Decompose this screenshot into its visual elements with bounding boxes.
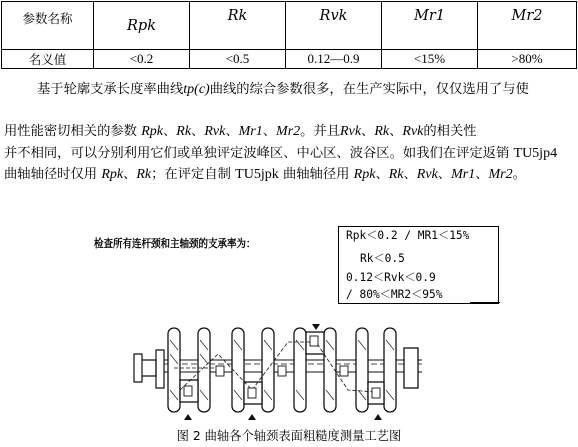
paragraph-text: 基于轮廓支承长度率曲线 (37, 82, 184, 97)
criteria-box (338, 226, 499, 304)
separator: 、 (191, 124, 205, 139)
table-cell: <15% (382, 50, 478, 69)
paragraph-text: 曲线的综合参数很多，在生产实际中，仅仅选用了与使 (209, 82, 529, 97)
separator: 、 (162, 124, 177, 139)
param-symbol: Rk (136, 167, 152, 182)
paragraph-line-3 (4, 145, 557, 163)
inspection-label: 检查所有连杆颈和主轴颈的支承率为： (94, 237, 256, 250)
param-symbol: Mr1 (451, 167, 476, 182)
paragraph-text: 曲轴轴径用 (282, 167, 350, 182)
param-symbol: Rpk (101, 167, 124, 182)
table-cell: 0.12—0.9 (286, 50, 382, 69)
paragraph-text: 用性能密切相关的参数 (4, 124, 137, 139)
separator: 、 (361, 124, 375, 139)
param-symbol: Mr2 (276, 124, 301, 139)
criteria-line: Rk＜0.5 (360, 252, 405, 265)
table-row (2, 50, 577, 69)
paragraph-line-2 (4, 123, 477, 141)
table-symbol: Rvk (286, 2, 382, 50)
param-symbol: Rpk (353, 167, 376, 182)
table-cell: <0.5 (190, 50, 286, 69)
parameter-table (1, 1, 577, 69)
crankshaft-drawing (128, 320, 428, 424)
param-symbol: Rvk (416, 167, 438, 182)
paragraph-text: 并不相同，可以分别利用它们或单独评定波峰区、中心区、波谷区。如我们在评定返销 (4, 146, 510, 161)
table-cell: >80% (478, 50, 577, 69)
table-symbol: Mr2 (478, 2, 577, 50)
paragraph-line-4 (4, 166, 526, 184)
figure-caption: 图 2 曲轴各个轴颈表面粗糙度测量工艺图 (176, 429, 402, 443)
table-cell: <0.2 (94, 50, 190, 69)
separator: 、 (262, 124, 277, 139)
separator: 、 (225, 124, 239, 139)
separator: 、 (375, 167, 389, 182)
param-symbol: Rvk (402, 124, 424, 139)
param-symbol: Mr2 (488, 167, 513, 182)
param-symbol: Mr1 (238, 124, 263, 139)
paragraph-text: ；在评定自制 (151, 167, 231, 182)
paragraph-text: 。并且 (300, 124, 341, 139)
param-symbol: Rpk (141, 124, 163, 139)
separator: 、 (123, 167, 137, 182)
param-symbol: Rk (388, 167, 404, 182)
paragraph-text: 。 (512, 167, 526, 182)
function-symbol: tp(c) (183, 82, 210, 97)
criteria-line: 0.12＜Rvk＜0.9 (346, 271, 436, 284)
paragraph-line-1 (37, 81, 529, 99)
table-row-label: 名义值 (2, 50, 94, 69)
model-code: TU5jpk (235, 167, 279, 182)
table-symbol: Mr1 (382, 2, 478, 50)
table-header-label: 参数名称 (2, 2, 94, 50)
model-code: TU5jp4 (513, 146, 558, 161)
param-symbol: Rk (176, 124, 192, 139)
box-underline (470, 302, 500, 303)
table-symbol: Rk (190, 2, 286, 50)
separator: 、 (437, 167, 452, 182)
separator: 、 (403, 167, 417, 182)
param-symbol: Rvk (204, 124, 226, 139)
param-symbol: Rvk (340, 124, 362, 139)
table-header-row (2, 2, 577, 50)
separator: 、 (389, 124, 403, 139)
criteria-line: / 80%＜MR2＜95% (346, 288, 443, 301)
separator: 、 (475, 167, 489, 182)
param-symbol: Rk (374, 124, 390, 139)
paragraph-text: 的相关性 (423, 124, 477, 139)
criteria-line: Rpk＜0.2 / MR1＜15% (346, 229, 470, 242)
paragraph-text: 曲轴轴径时仅用 (4, 167, 98, 182)
table-symbol: Rpk (94, 2, 190, 50)
